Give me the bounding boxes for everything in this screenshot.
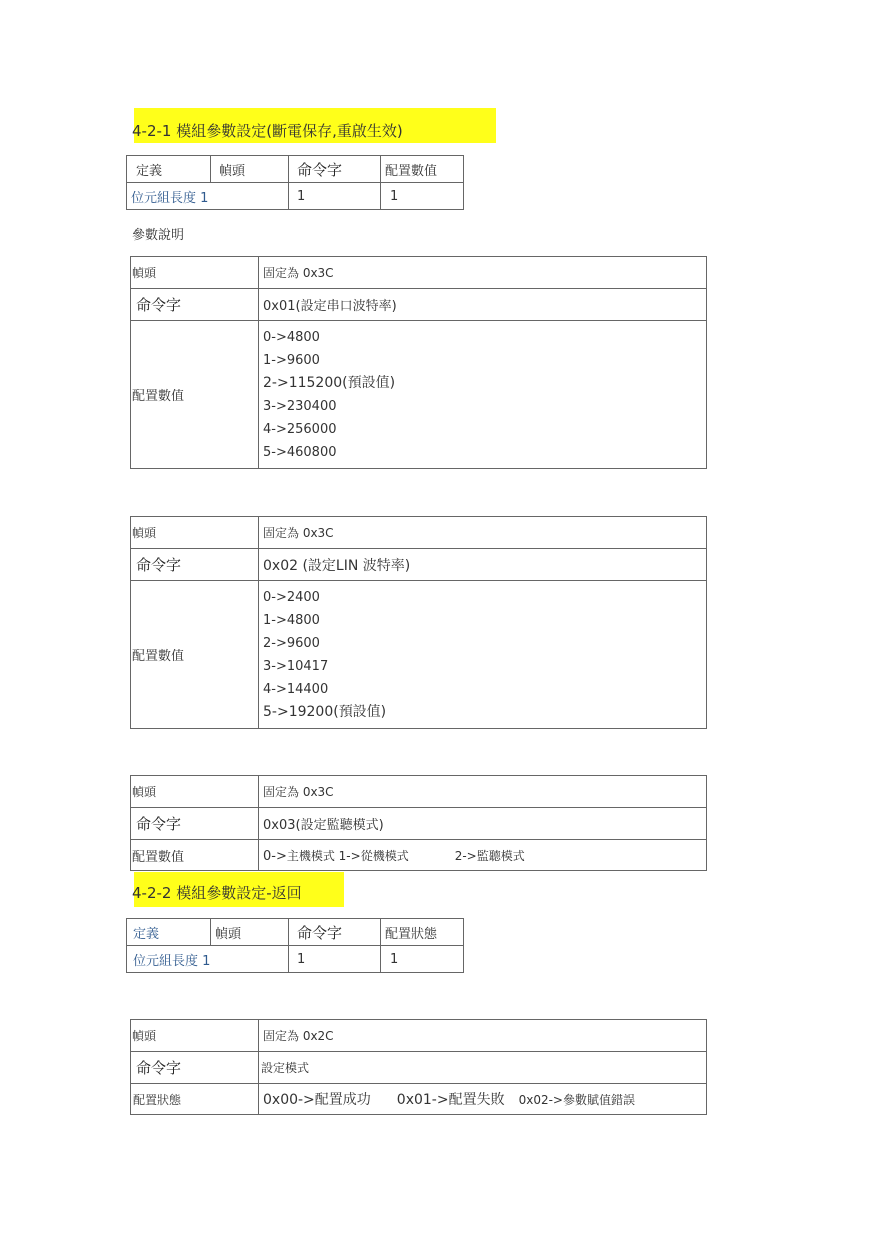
frame-head-label: 幀頭 (131, 257, 259, 289)
config-value-label: 配置數值 (131, 840, 259, 871)
header-config-status: 配置狀態 (381, 919, 464, 946)
config-option: 5->19200(預設值) (263, 703, 387, 720)
return-frame-structure-table (126, 918, 464, 973)
config-status-list (259, 1084, 707, 1115)
header-frame-head: 幀頭 (211, 156, 289, 183)
config-option: 4->256000 (263, 421, 337, 437)
section-heading-4-2-1: 4-2-1 模組參數設定(斷電保存,重啟生效) (132, 122, 403, 140)
config-value-label: 配置數值 (131, 321, 259, 469)
header-definition: 定義 (127, 919, 211, 946)
status-option: 0x01->配置失敗 (396, 1092, 505, 1108)
config-option: 2->監聽模式 (454, 848, 525, 863)
frame-head-value: 固定為 0x3C (259, 776, 707, 808)
header-definition: 定義 (127, 156, 211, 183)
cell-byte-length: 位元組長度 1 (127, 946, 211, 973)
config-option: 3->230400 (263, 398, 337, 414)
config-option: 主機模式 1->從機模式 (286, 848, 409, 863)
config-option: 1->4800 (263, 612, 320, 628)
config-option: 0->2400 (263, 589, 320, 605)
command-label: 命令字 (131, 1052, 259, 1084)
param-table-uart-baud (130, 256, 707, 469)
status-option: 0x00->配置成功 (263, 1092, 371, 1108)
frame-head-value: 固定為 0x3C (259, 517, 707, 549)
frame-head-value: 固定為 0x2C (259, 1020, 707, 1052)
header-config-value: 配置數值 (381, 156, 464, 183)
header-frame-head: 幀頭 (211, 919, 289, 946)
config-option: 5->460800 (263, 444, 337, 460)
cell-command-length: 1 (289, 946, 381, 973)
config-option: 4->14400 (263, 681, 329, 697)
config-value-list (259, 321, 707, 469)
config-option: 1->9600 (263, 352, 320, 368)
frame-head-label: 幀頭 (131, 517, 259, 549)
header-command: 命令字 (289, 156, 381, 183)
cell-frame-head-length (211, 183, 289, 210)
cell-byte-length: 位元組長度 1 (127, 183, 211, 210)
command-value: 0x02 (設定LIN 波特率) (259, 549, 707, 581)
config-value-label: 配置數值 (131, 581, 259, 729)
config-value-list (259, 840, 707, 871)
config-option: 0-> (263, 848, 287, 864)
frame-head-label: 幀頭 (131, 776, 259, 808)
config-option: 3->10417 (263, 658, 329, 674)
param-table-listen-mode (130, 775, 707, 871)
cell-status-length: 1 (381, 946, 464, 973)
section-heading-4-2-2: 4-2-2 模組參數設定-返回 (132, 884, 302, 902)
config-status-label: 配置狀態 (131, 1084, 259, 1115)
param-table-lin-baud (130, 516, 707, 729)
header-command: 命令字 (289, 919, 381, 946)
command-value: 設定模式 (259, 1052, 707, 1084)
config-value-list (259, 581, 707, 729)
cell-command-length: 1 (289, 183, 381, 210)
command-label: 命令字 (131, 549, 259, 581)
status-option: 0x02->參數賦值錯誤 (518, 1093, 635, 1107)
return-param-table (130, 1019, 707, 1115)
command-value: 0x01(設定串口波特率) (259, 289, 707, 321)
frame-head-label: 幀頭 (131, 1020, 259, 1052)
config-option: 2->9600 (263, 635, 320, 651)
frame-head-value: 固定為 0x3C (259, 257, 707, 289)
config-option: 0->4800 (263, 329, 320, 345)
parameter-description-label: 參數說明 (132, 228, 185, 243)
command-label: 命令字 (131, 808, 259, 840)
frame-structure-table (126, 155, 464, 210)
cell-config-length: 1 (381, 183, 464, 210)
command-value: 0x03(設定監聽模式) (259, 808, 707, 840)
command-label: 命令字 (131, 289, 259, 321)
config-option: 2->115200(預設值) (263, 374, 396, 391)
cell-frame-head-length (211, 946, 289, 973)
